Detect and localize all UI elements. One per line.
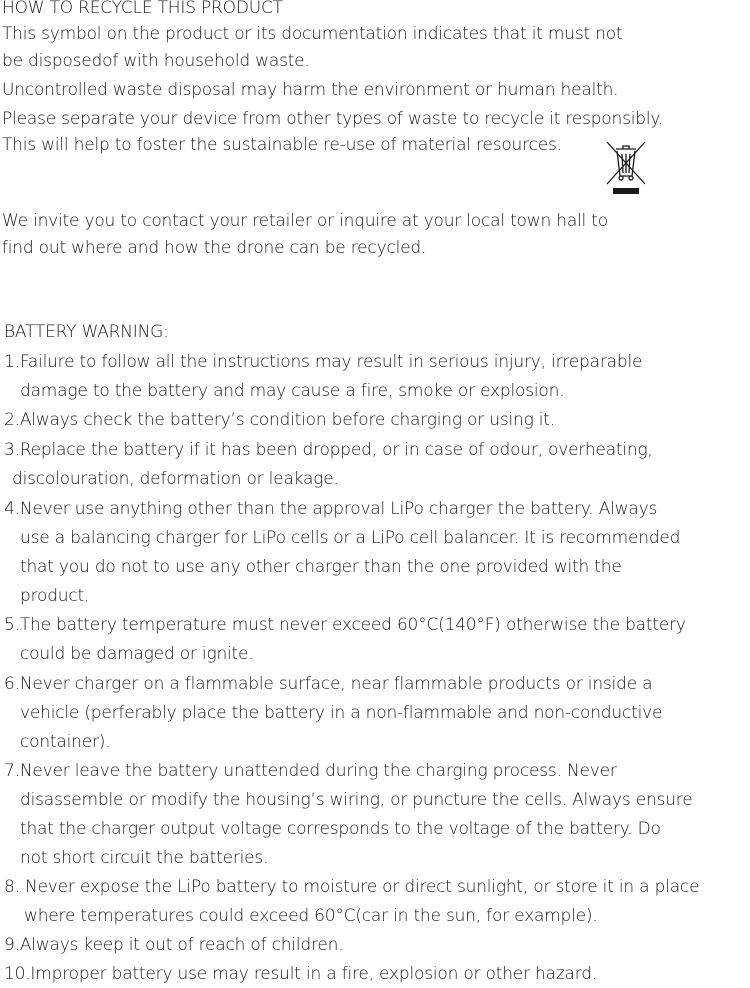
battery-warning-line: disassemble or modify the housing’s wiring, or puncture the cells. Always ensure (20, 790, 693, 810)
battery-warning-line: that you do not to use any other charger than the one provided with the (20, 557, 622, 577)
recycle-text-line: Uncontrolled waste disposal may harm the environment or human health. (2, 80, 619, 100)
recycle-text-line: Please separate your device from other types of waste to recycle it responsibly. (2, 109, 664, 129)
battery-warning-line: vehicle (perferably place the battery in a non-flammable and non-conductive (20, 703, 663, 723)
battery-heading: BATTERY WARNING: (4, 322, 169, 342)
weee-crossed-bin-icon (604, 140, 648, 194)
battery-warning-line: use a balancing charger for LiPo cells or a LiPo cell balancer. It is recommended (20, 528, 681, 548)
battery-warning-line: 1.Failure to follow all the instructions may result in serious injury, irreparable (4, 352, 643, 372)
battery-warning-line: 7.Never leave the battery unattended during the charging process. Never (4, 761, 617, 781)
battery-warning-line: not short circuit the batteries. (20, 848, 269, 868)
recycle-text-line: be disposedof with household waste. (2, 51, 310, 71)
battery-warning-line: 2.Always check the battery’s condition before charging or using it. (4, 410, 555, 430)
battery-warning-line: 6.Never charger on a flammable surface, near flammable products or inside a (4, 674, 653, 694)
recycle-text-line: We invite you to contact your retailer or inquire at your local town hall to (2, 211, 608, 231)
battery-warning-line: damage to the battery and may cause a fire, smoke or explosion. (20, 381, 565, 401)
recycle-heading: HOW TO RECYCLE THIS PRODUCT (2, 0, 283, 18)
battery-warning-line: discolouration, deformation or leakage. (12, 469, 339, 489)
recycle-text-line: find out where and how the drone can be recycled. (2, 238, 427, 258)
battery-warning-line: 10.Improper battery use may result in a fire, explosion or other hazard. (4, 964, 598, 984)
battery-warning-line: could be damaged or ignite. (20, 644, 254, 664)
recycle-text-line: This symbol on the product or its documentation indicates that it must not (2, 24, 623, 44)
battery-warning-line: 3.Replace the battery if it has been dropped, or in case of odour, overheating, (4, 440, 653, 460)
battery-warning-line: that the charger output voltage corresponds to the voltage of the battery. Do (20, 819, 661, 839)
battery-warning-line: product. (20, 586, 90, 606)
battery-warning-line: 9.Always keep it out of reach of children. (4, 935, 344, 955)
battery-warning-line: container). (20, 732, 111, 752)
recycle-text-line: This will help to foster the sustainable re-use of material resources. (2, 135, 562, 155)
battery-warning-line: 4.Never use anything other than the approval LiPo charger the battery. Always (4, 499, 658, 519)
battery-warning-line: where temperatures could exceed 60°C(car in the sun, for example). (24, 906, 598, 926)
battery-warning-line: 8. Never expose the LiPo battery to moisture or direct sunlight, or store it in a place (4, 877, 700, 897)
battery-warning-line: 5.The battery temperature must never exceed 60°C(140°F) otherwise the battery (4, 615, 686, 635)
